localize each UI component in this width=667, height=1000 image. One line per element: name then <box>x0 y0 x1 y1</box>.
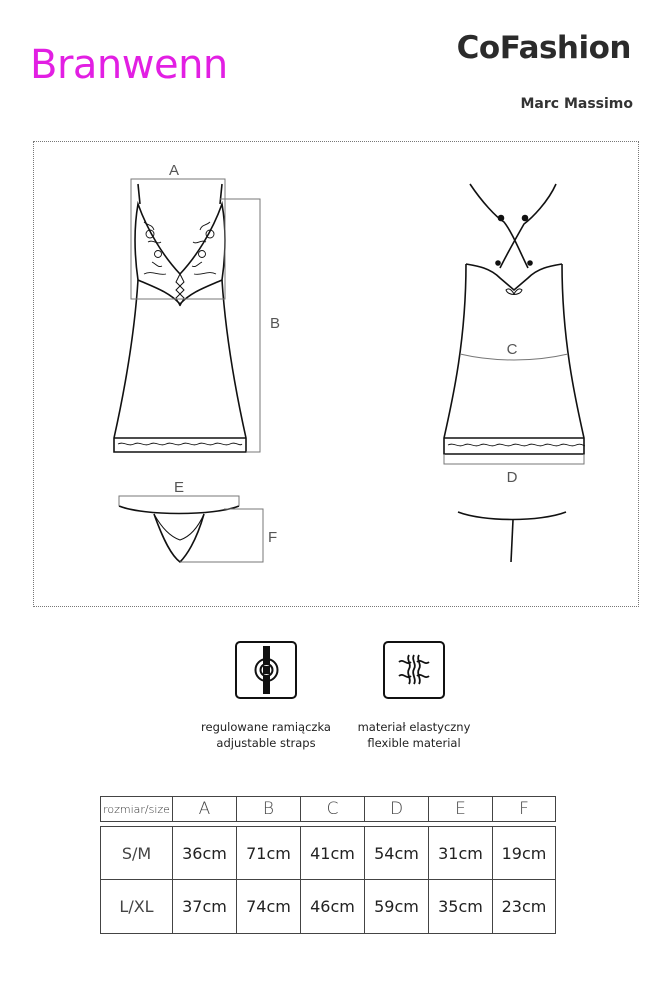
elastic-material-icon <box>383 641 445 699</box>
label-e: E <box>173 479 185 496</box>
front-thong-drawing <box>119 506 239 562</box>
column-header-b: B <box>236 796 300 822</box>
feature-flexible-material <box>334 641 494 751</box>
column-header-f: F <box>492 796 556 822</box>
feature-caption-pl: regulowane ramiączka <box>201 720 331 734</box>
adjustable-strap-icon <box>235 641 297 699</box>
table-cell: 74cm <box>236 880 300 934</box>
column-header-e: E <box>428 796 492 822</box>
size-table-header <box>100 796 556 822</box>
label-c: C <box>506 341 518 358</box>
back-dimension-lines <box>444 354 584 464</box>
column-header-d: D <box>364 796 428 822</box>
table-cell: 46cm <box>300 880 364 934</box>
front-chemise-drawing <box>114 184 246 452</box>
feature-caption-en: adjustable straps <box>216 736 316 750</box>
table-cell: 37cm <box>172 880 236 934</box>
column-header-c: C <box>300 796 364 822</box>
feature-adjustable-straps <box>186 641 346 751</box>
back-thong-drawing <box>458 512 566 562</box>
garment-line-art <box>34 142 640 608</box>
table-row <box>100 880 556 934</box>
size-table <box>100 796 556 934</box>
label-d: D <box>506 469 518 486</box>
table-cell: 71cm <box>236 826 300 880</box>
table-cell: 41cm <box>300 826 364 880</box>
column-header-a: A <box>172 796 236 822</box>
table-cell: 59cm <box>364 880 428 934</box>
feature-caption-en: flexible material <box>367 736 461 750</box>
garment-diagram <box>33 141 639 607</box>
sub-brand: Marc Massimo <box>520 96 633 112</box>
table-cell: 31cm <box>428 826 492 880</box>
size-table-corner: rozmiar/size <box>100 796 172 822</box>
size-name: L/XL <box>100 880 172 934</box>
thong-dimension-lines <box>119 496 263 562</box>
table-row <box>100 826 556 880</box>
size-name: S/M <box>100 826 172 880</box>
table-cell: 36cm <box>172 826 236 880</box>
table-cell: 54cm <box>364 826 428 880</box>
label-a: A <box>168 162 180 179</box>
brand-logo: CoFashion <box>456 30 631 66</box>
label-f: F <box>268 529 278 546</box>
label-b: B <box>270 315 281 332</box>
back-chemise-drawing <box>444 184 585 454</box>
table-cell: 35cm <box>428 880 492 934</box>
table-cell: 19cm <box>492 826 556 880</box>
product-name: Branwenn <box>30 42 228 88</box>
feature-caption-pl: materiał elastyczny <box>357 720 471 734</box>
table-cell: 23cm <box>492 880 556 934</box>
